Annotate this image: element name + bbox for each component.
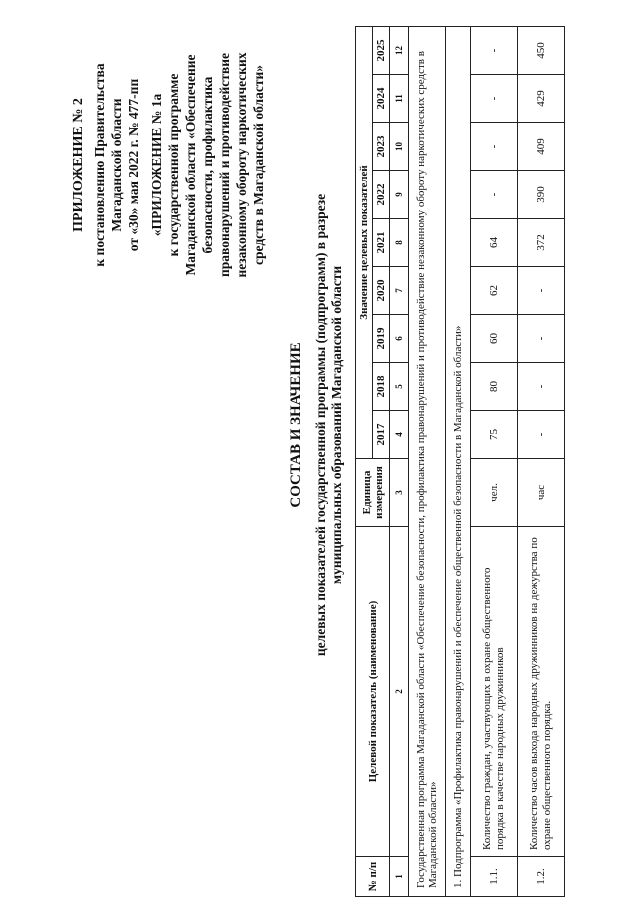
year-header: 2020 (373, 267, 390, 315)
year-header: 2024 (373, 75, 390, 123)
row-indicator: Количество часов выхода народных дружинников на дежурства по охране общественного порядка. (518, 527, 565, 857)
original-appendix-title: «ПРИЛОЖЕНИЕ № 1а (149, 93, 164, 237)
year-header: 2025 (373, 26, 390, 74)
row-value: - (518, 363, 565, 411)
column-number: 1 (390, 857, 409, 897)
table-header-row (356, 26, 373, 896)
row-value: 450 (518, 26, 565, 74)
row-value: - (471, 171, 518, 219)
table-row (518, 26, 565, 896)
year-header: 2019 (373, 315, 390, 363)
row-indicator: Количество граждан, участвующих в охране общественного порядка в качестве народных дружинников (471, 527, 518, 857)
subprogram-title: 1. Подпрограмма «Профилактика правонарушений и обеспечение общественной безопасности в Магаданской области» (446, 26, 471, 896)
column-number: 7 (390, 267, 409, 315)
column-number-row (390, 26, 409, 896)
document-title (288, 145, 345, 705)
original-appendix-header (148, 25, 267, 305)
original-appendix-line-1: к государственной программе (166, 73, 181, 257)
row-value: - (471, 26, 518, 74)
original-appendix-line-3: безопасности, профилактика (200, 76, 215, 254)
column-number: 11 (390, 75, 409, 123)
column-number: 9 (390, 171, 409, 219)
row-value: - (518, 267, 565, 315)
appendix-title: ПРИЛОЖЕНИЕ № 2 (71, 98, 86, 232)
year-header: 2018 (373, 363, 390, 411)
appendix-line-1: к постановлению Правительства (92, 63, 107, 267)
year-header: 2017 (373, 411, 390, 459)
column-number: 5 (390, 363, 409, 411)
original-appendix-line-5: незаконному обороту наркотических (234, 52, 249, 278)
row-value: - (518, 315, 565, 363)
row-value: 75 (471, 411, 518, 459)
document-title-sub-2: муниципальных образований Магаданской области (329, 265, 344, 585)
row-num: 1.1. (471, 857, 518, 897)
column-number: 8 (390, 219, 409, 267)
header-values: Значение целевых показателей (356, 26, 373, 458)
column-number: 6 (390, 315, 409, 363)
program-row (409, 26, 446, 896)
row-value: 372 (518, 219, 565, 267)
header-indicator: Целевой показатель (наименование) (356, 527, 390, 857)
year-header: 2021 (373, 219, 390, 267)
column-number: 10 (390, 123, 409, 171)
original-appendix-line-2: Магаданской области «Обеспечение (183, 54, 198, 276)
appendix-line-2: Магаданской области (109, 98, 124, 232)
row-unit: час (518, 459, 565, 527)
subprogram-row (446, 26, 471, 896)
row-value: 64 (471, 219, 518, 267)
original-appendix-line-6: средств в Магаданской области» (251, 65, 266, 265)
header-unit: Единица измерения (356, 459, 390, 527)
indicators-table (355, 26, 565, 897)
row-value: 429 (518, 75, 565, 123)
year-header: 2022 (373, 171, 390, 219)
row-value: - (518, 411, 565, 459)
row-value: 409 (518, 123, 565, 171)
original-appendix-line-4: правонарушений и противодействие (217, 53, 232, 277)
column-number: 2 (390, 527, 409, 857)
row-value: 80 (471, 363, 518, 411)
appendix-line-3: от «30» мая 2022 г. № 477-пп (126, 78, 141, 252)
column-number: 3 (390, 459, 409, 527)
row-num: 1.2. (518, 857, 565, 897)
appendix-header (70, 45, 142, 285)
row-value: 390 (518, 171, 565, 219)
program-title: Государственная программа Магаданской области «Обеспечение безопасности, профилактика правонарушений и противодействие незаконному обороту наркотических средств в Магаданской области» (409, 26, 446, 896)
document-title-main: СОСТАВ И ЗНАЧЕНИЕ (288, 342, 304, 508)
header-num: № п/п (356, 857, 390, 897)
column-number: 12 (390, 26, 409, 74)
row-value: 60 (471, 315, 518, 363)
document-title-sub-1: целевых показателей государственной программы (подпрограмм) в разрезе (313, 193, 328, 657)
row-value: - (471, 123, 518, 171)
column-number: 4 (390, 411, 409, 459)
row-unit: чел. (471, 459, 518, 527)
row-value: 62 (471, 267, 518, 315)
year-header: 2023 (373, 123, 390, 171)
table-row (471, 26, 518, 896)
row-value: - (471, 75, 518, 123)
